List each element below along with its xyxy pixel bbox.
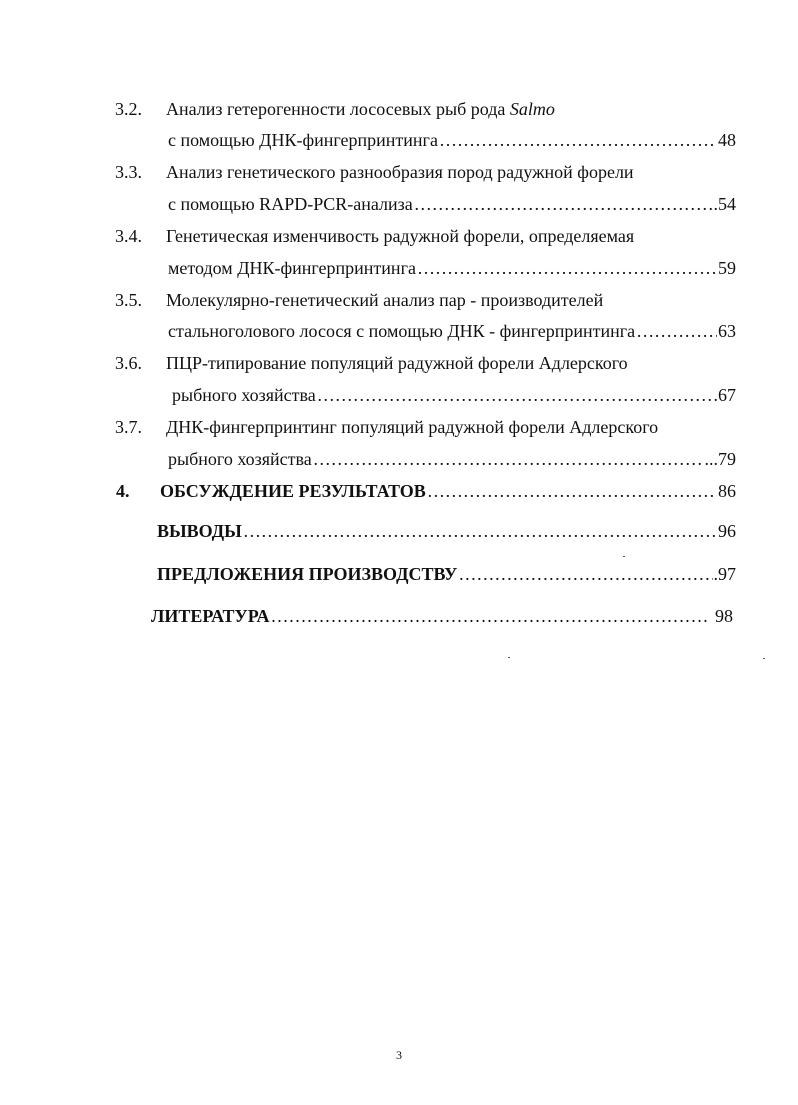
dot-leader	[458, 563, 712, 585]
toc-entry-3-5-line1: Молекулярно-генетический анализ пар - производителей	[166, 290, 604, 310]
toc-entry-3-6-title: рыбного хозяйства	[172, 385, 316, 405]
toc-entry-4-title: ОБСУЖДЕНИЕ РЕЗУЛЬТАТОВ	[160, 481, 426, 501]
toc-entry-3-4-title: методом ДНК-фингерпринтинга	[168, 258, 416, 278]
toc-entry-3-2-title: с помощью ДНК-фингерпринтинга	[168, 130, 438, 150]
toc-number-3-4: 3.4.	[115, 226, 142, 246]
dot-leader	[317, 384, 717, 406]
toc-entry-3-7-line1: ДНК-фингерпринтинг популяций радужной форели Адлерского	[166, 417, 659, 437]
toc-entry-3-3-line1: Анализ генетического разнообразия пород радужной форели	[166, 162, 634, 182]
toc-number-3-3: 3.3.	[115, 162, 142, 182]
dot-leader	[427, 480, 717, 502]
toc-entry-3-4-page: 59	[718, 258, 736, 278]
toc-number-3-6: 3.6.	[115, 353, 142, 373]
toc-entry-3-7-line2	[168, 448, 736, 470]
toc-entry-3-2-line1	[166, 98, 555, 120]
scan-speck	[623, 556, 625, 557]
toc-entry-3-3-title: с помощью RAPD-PCR-анализа	[168, 194, 413, 214]
toc-entry-3-7-title: рыбного хозяйства	[168, 449, 312, 469]
toc-entry-3-7-page: ...79	[704, 449, 736, 469]
dot-leader	[243, 520, 717, 542]
scan-speck	[508, 657, 510, 658]
toc-entry-proposals-title: ПРЕДЛОЖЕНИЯ ПРОИЗВОДСТВУ	[157, 564, 458, 584]
toc-entry-4-page: 86	[718, 481, 736, 501]
toc-number-3-5: 3.5.	[115, 290, 142, 310]
dot-leader	[417, 257, 717, 279]
toc-number-3-2: 3.2.	[115, 99, 142, 119]
dot-leader	[270, 605, 709, 627]
toc-entry-conclusions-page: 96	[718, 521, 736, 541]
toc-entry-3-3-line2	[168, 193, 736, 215]
toc-entry-3-5-page: 63	[718, 321, 736, 341]
toc-entry-3-2-italic: Salmo	[509, 99, 555, 119]
toc-entry-3-6-line2	[172, 384, 736, 406]
toc-entry-conclusions	[157, 520, 736, 542]
toc-entry-literature	[151, 605, 733, 627]
toc-entry-3-4-line1: Генетическая изменчивость радужной форели, определяемая	[166, 226, 635, 246]
toc-entry-proposals	[157, 563, 736, 585]
toc-entry-3-2-line2	[168, 129, 736, 151]
toc-entry-4	[160, 480, 736, 502]
dot-leader	[439, 129, 717, 151]
toc-entry-3-2-text: Анализ гетерогенности лососевых рыб рода	[166, 99, 510, 119]
toc-entry-3-5-line2	[168, 320, 736, 342]
toc-number-3-7: 3.7.	[115, 417, 142, 437]
scan-speck	[763, 658, 765, 659]
dot-leader	[313, 448, 704, 470]
dot-leader	[414, 193, 713, 215]
toc-entry-3-5-title: стальноголового лосося с помощью ДНК - фингерпринтинга	[168, 321, 636, 341]
toc-entry-3-6-page: 67	[718, 385, 736, 405]
toc-entry-3-3-page: .54	[713, 194, 736, 214]
toc-entry-literature-page: 98	[710, 606, 733, 626]
toc-entry-3-2-page: 48	[718, 130, 736, 150]
toc-entry-3-4-line2	[168, 257, 736, 279]
toc-entry-conclusions-title: ВЫВОДЫ	[157, 521, 242, 541]
dot-leader	[636, 320, 717, 342]
page-number: 3	[396, 1048, 402, 1062]
toc-entry-proposals-page: .97	[713, 564, 736, 584]
toc-number-4: 4.	[116, 481, 130, 501]
toc-entry-literature-title: ЛИТЕРАТУРА	[151, 606, 270, 626]
toc-entry-3-6-line1: ПЦР-типирование популяций радужной форели Адлерского	[166, 353, 628, 373]
